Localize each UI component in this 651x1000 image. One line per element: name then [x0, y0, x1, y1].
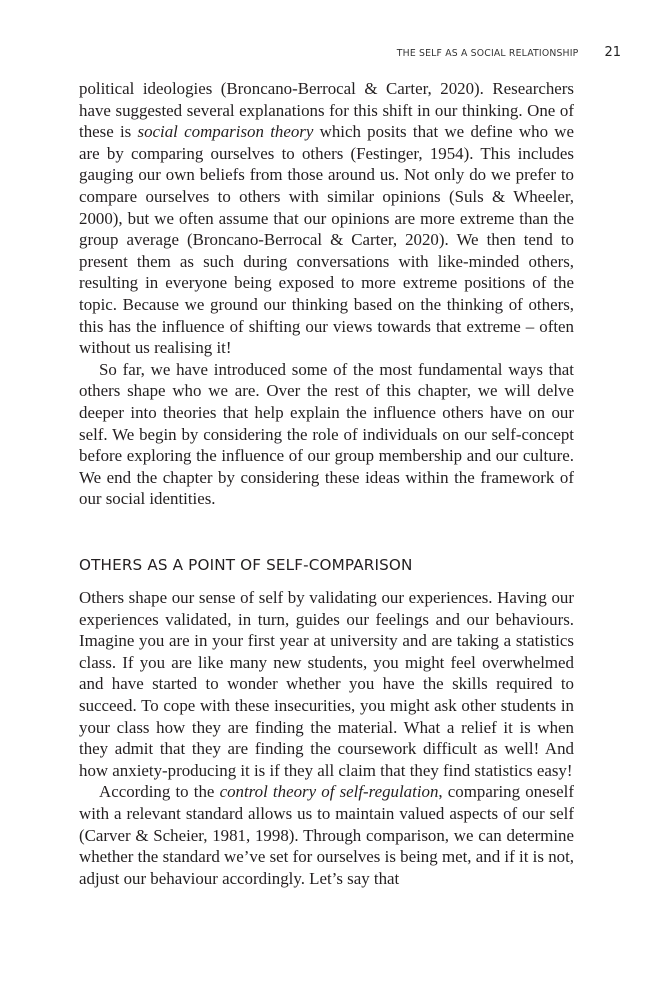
italic-term: social comparison theory [137, 122, 314, 142]
italic-term: control theory of self-regulation [219, 782, 439, 802]
paragraph-chapter-overview: So far, we have introduced some of the most fundamental ways that others shape who we are. Over the rest of this chapter, we will delve deeper into theories that help explain the influence others have on our self. We begin by considering the role of individuals on our self-concept before exploring the influence of our group membership and our culture. We end the chapter by considering these ideas within the framework of our social identities. [79, 359, 574, 509]
running-head [0, 45, 621, 61]
paragraph-social-comparison [79, 78, 574, 359]
paragraph-control-theory [79, 781, 574, 889]
paragraph-text: political ideologies (Broncano-Berrocal & Carter, 2020). Researchers have suggested several explanations for this shift in our thinking. One of these is [79, 79, 574, 142]
body-text-top [79, 78, 574, 510]
page-number: 21 [604, 45, 621, 60]
running-title: THE SELF AS A SOCIAL RELATIONSHIP [396, 48, 579, 59]
body-text-bottom [79, 587, 574, 889]
paragraph-text: , comparing oneself with a relevant standard allows us to maintain valued aspects of our self (Carver & Scheier, 1981, 1998). Through comparison, we can determine whether the standard we’ve set for ourselves is being met, and if it is not, adjust our behaviour accordingly. Let’s say that [79, 782, 574, 888]
section-heading: OTHERS AS A POINT OF SELF-COMPARISON [79, 556, 413, 574]
paragraph-text: which posits that we define who we are by comparing ourselves to others (Festinger, 1954). This includes gauging our own beliefs from those around us. Not only do we prefer to compare ourselves to others with similar opinions (Suls & Wheeler, 2000), but we often assume that our opinions are more extreme than the group average (Broncano-Berrocal & Carter, 2020). We then tend to present them as such during conversations with like-minded others, resulting in everyone being exposed to more extreme positions of the topic. Because we ground our thinking based on the thinking of others, this has the influence of shifting our views towards that extreme – often without us realising it! [79, 122, 574, 358]
paragraph-validation: Others shape our sense of self by validating our experiences. Having our experiences validated, in turn, guides our feelings and our behaviours. Imagine you are in your first year at university and are taking a statistics class. If you are like many new students, you might feel overwhelmed and have started to wonder whether you have the skills required to succeed. To cope with these insecurities, you might ask other students in your class how they are finding the material. What a relief it is when they admit that they are finding the coursework difficult as well! And how anxiety-producing it is if they all claim that they find statistics easy! [79, 588, 574, 780]
paragraph-text: According to the [99, 782, 220, 802]
